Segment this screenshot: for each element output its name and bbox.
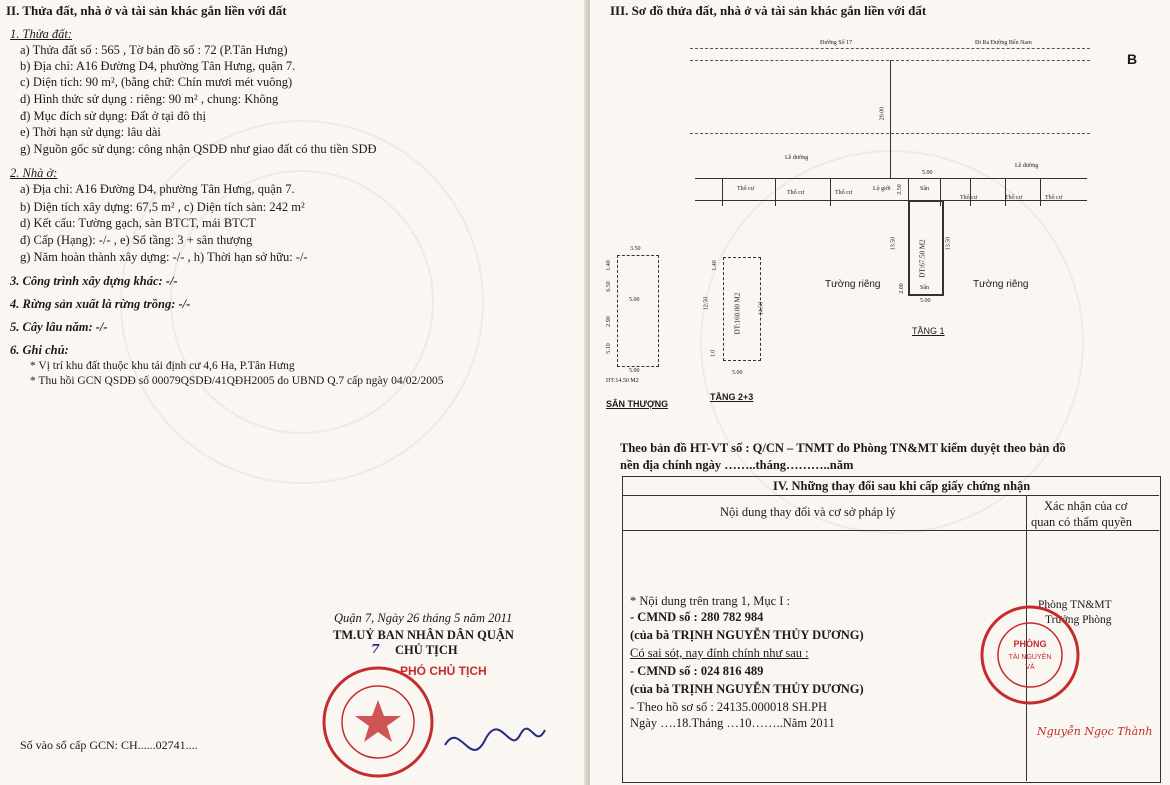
- note-line: * Vị trí khu đất thuộc khu tái định cư 4,6 Ha, P.Tân Hưng: [30, 360, 295, 372]
- dimension-label: 5.10: [605, 343, 612, 354]
- dimension-label: 5.00: [629, 368, 640, 374]
- roof-label: SÂN THƯỢNG: [606, 399, 669, 409]
- authority: TM.UỶ BAN NHÂN DÂN QUẬN: [333, 628, 514, 642]
- house-line: b) Diện tích xây dựng: 67,5 m² , c) Diện tích sàn: 242 m²: [20, 200, 305, 214]
- lot-label: Thổ cư: [737, 186, 755, 192]
- change-line: * Nội dung trên trang 1, Mục I :: [630, 594, 791, 608]
- road-label: Đi Ra Đường Bến Nam: [975, 40, 1032, 46]
- north-marker: B: [1127, 51, 1138, 67]
- road-label: Lề đường: [1015, 163, 1039, 169]
- land-line: c) Diện tích: 90 m², (bằng chữ: Chín mươi mét vuông): [20, 75, 293, 89]
- dimension-label: 1.40: [711, 260, 718, 271]
- lot-label: Lộ giới: [873, 186, 891, 192]
- note-line: * Thu hồi GCN QSDĐ số 00079QSDĐ/41QĐH2005 do UBND Q.7 cấp ngày 04/02/2005: [30, 375, 444, 387]
- svg-text:PHÒNG: PHÒNG: [1013, 639, 1047, 649]
- item-3: 3. Công trình xây dựng khác: -/-: [10, 274, 178, 288]
- lot-label: Sân: [920, 186, 929, 192]
- dimension-label: 12.50: [703, 296, 710, 311]
- floor-23-outline: [723, 257, 761, 361]
- house-line: đ) Cấp (Hạng): -/- , e) Số tầng: 3 + sân thượng: [20, 233, 253, 247]
- column-header: Xác nhận của cơ: [1044, 499, 1128, 513]
- dimension-label: 2.00: [898, 283, 905, 294]
- item-4: 4. Rừng sản xuất là rừng trồng: -/-: [10, 297, 191, 311]
- lot-label: Thổ cư: [787, 190, 805, 196]
- chairman-title: CHỦ TỊCH: [395, 643, 458, 657]
- lot-area: DT:67.50 M2: [918, 239, 927, 278]
- wall-label-left: Tường riêng: [825, 279, 881, 290]
- change-line: - CMND số : 280 782 984: [630, 610, 764, 624]
- lot-divider: [775, 178, 776, 206]
- change-line: - CMND số : 024 816 489: [630, 664, 764, 678]
- authority-number: 7: [371, 641, 380, 656]
- lot-divider: [722, 178, 723, 206]
- right-page: [590, 0, 1170, 785]
- floor-23-area: DT:160.00 M2: [733, 292, 742, 335]
- dimension-label: 20.00: [879, 106, 886, 121]
- roof-area: DT:14.50 M2: [606, 378, 639, 384]
- house-line: a) Địa chỉ: A16 Đường D4, phường Tân Hưng, quận 7.: [20, 182, 295, 196]
- land-line: đ) Mục đích sử dụng: Đất ở tại đô thị: [20, 109, 206, 123]
- item-5: 5. Cây lâu năm: -/-: [10, 320, 108, 334]
- dimension-label: 13.50: [945, 236, 952, 251]
- dimension-label: 6.50: [605, 281, 612, 292]
- land-line: b) Địa chỉ: A16 Đường D4, phường Tân Hưng, quận 7.: [20, 59, 296, 73]
- svg-text:TÀI NGUYÊN: TÀI NGUYÊN: [1008, 654, 1052, 661]
- dimension-label: 5.00: [629, 297, 640, 303]
- change-line: (của bà TRỊNH NGUYỄN THỦY DƯƠNG): [630, 682, 864, 696]
- lot-label: Thổ cư: [960, 195, 978, 201]
- column-header: quan có thẩm quyền: [1031, 515, 1133, 529]
- floor-1-label: TẦNG 1: [912, 326, 945, 336]
- lot-label: Sân: [920, 285, 929, 291]
- lot-label: Thổ cư: [1045, 195, 1063, 201]
- confirm-office: Phòng TN&MT: [1038, 599, 1112, 611]
- vice-chairman-stamp: PHÓ CHỦ TỊCH: [400, 664, 487, 678]
- section-4-title: IV. Những thay đổi sau khi cấp giấy chứng nhận: [773, 479, 1031, 493]
- map-note: nền địa chính ngày ……..tháng………..năm: [620, 458, 854, 472]
- change-line: Ngày ….18.Tháng …10……..Năm 2011: [630, 716, 835, 730]
- dimension-label: 13.50: [890, 236, 897, 251]
- lot-divider: [830, 178, 831, 206]
- dimension-line: [890, 60, 891, 178]
- official-seal-right: [978, 603, 1082, 707]
- signature-left: [440, 715, 550, 775]
- section-3-title: III. Sơ đồ thửa đất, nhà ở và tài sản khác gắn liền với đất: [610, 3, 927, 18]
- register-number: Số vào sổ cấp GCN: CH......02741....: [20, 738, 198, 752]
- change-line: (của bà TRỊNH NGUYỄN THỦY DƯƠNG): [630, 628, 864, 642]
- official-seal-left: [318, 662, 438, 782]
- boundary-line: [695, 200, 1087, 201]
- land-heading: 1. Thửa đất:: [10, 27, 73, 41]
- item-6: 6. Ghi chú:: [10, 343, 69, 357]
- column-header: Nội dung thay đổi và cơ sở pháp lý: [720, 505, 896, 519]
- road-label: Lề đường: [785, 155, 809, 161]
- road-line-top: [690, 48, 1090, 49]
- dimension-label: 2.50: [896, 184, 903, 195]
- roof-plan-outline: [617, 255, 659, 367]
- change-line: - Theo hồ sơ số : 24135.000018 SH.PH: [630, 700, 828, 714]
- road-label: Đường Số 17: [820, 40, 853, 46]
- lot-label: Thổ cư: [835, 190, 853, 196]
- change-line: Có sai sót, nay đính chính như sau :: [630, 646, 809, 660]
- dimension-label: 2.90: [605, 316, 612, 327]
- table-rule: [622, 530, 1159, 531]
- dimension-label: 1.0: [710, 349, 717, 358]
- boundary-line: [695, 178, 1087, 179]
- confirm-title: Trưởng Phòng: [1045, 614, 1112, 626]
- signer-name: Nguyễn Ngọc Thành: [1037, 725, 1153, 738]
- land-line: a) Thửa đất số : 565 , Tờ bản đồ số : 72 (P.Tân Hưng): [20, 43, 288, 57]
- map-note: Theo bản đồ HT-VT số : Q/CN – TNMT do Phòng TN&MT kiểm duyệt theo bản đồ: [620, 441, 1066, 455]
- house-line: d) Kết cấu: Tường gạch, sàn BTCT, mái BTCT: [20, 216, 256, 230]
- wall-label-right: Tường riêng: [973, 279, 1029, 290]
- land-line: e) Thời hạn sử dụng: lâu dài: [20, 125, 161, 139]
- dimension-label: 5.00: [732, 370, 743, 376]
- issue-date: Quận 7, Ngày 26 tháng 5 năm 2011: [334, 611, 513, 625]
- land-line: g) Nguồn gốc sử dụng: công nhận QSDĐ như giao đất có thu tiền SDĐ: [20, 142, 377, 156]
- dimension-label: 5.00: [922, 170, 933, 176]
- table-rule: [622, 495, 1159, 496]
- lot-label: Thổ cư: [1005, 195, 1023, 201]
- land-line: d) Hình thức sử dụng : riêng: 90 m² , chung: Không: [20, 92, 279, 106]
- house-line: g) Năm hoàn thành xây dựng: -/- , h) Thời hạn sở hữu: -/-: [20, 250, 308, 264]
- dimension-label: 5.00: [920, 298, 931, 304]
- lot-divider: [1040, 178, 1041, 206]
- section-2-title: II. Thửa đất, nhà ở và tài sản khác gắn liền với đất: [6, 3, 287, 18]
- dimension-label: 3.50: [630, 246, 641, 252]
- floor-23-label: TẦNG 2+3: [710, 392, 754, 402]
- dimension-label: 1.40: [605, 260, 612, 271]
- dimension-label: 14.50: [758, 301, 765, 316]
- svg-text:VÀ: VÀ: [1025, 664, 1035, 671]
- house-heading: 2. Nhà ở:: [10, 166, 58, 180]
